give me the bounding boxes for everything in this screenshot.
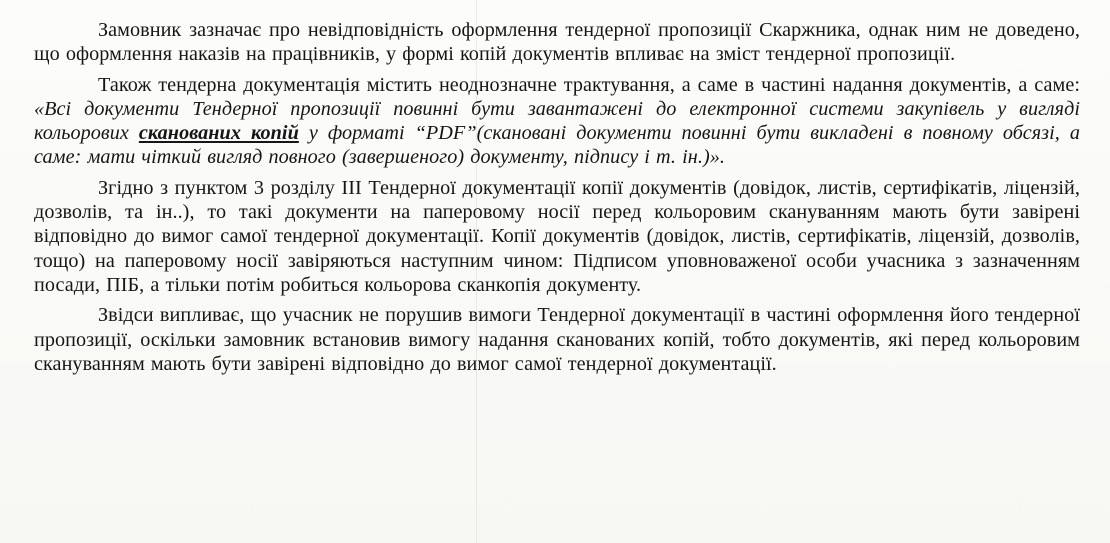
paragraph-4 (34, 303, 1080, 376)
paragraph-1 (34, 18, 1080, 67)
paragraph-2-quote (34, 98, 1080, 169)
paragraph-4-text: Звідси випливає, що учасник не порушив вимоги Тендерної документації в частині оформлення його тендерної пропозиції, оскільки замовник встановив вимогу надання сканованих копій, тобто документів, які перед кольоровим скануванням мають бути завірені відповідно до вимог самої тендерної документації. (34, 304, 1080, 375)
paragraph-2 (34, 73, 1080, 170)
paragraph-1-text: Замовник зазначає про невідповідність оформлення тендерної пропозиції Скаржника, однак ним не доведено, що оформлення наказів на працівників, у формі копій документів впливає на зміст тендерної пропозиції. (34, 19, 1080, 66)
paragraph-2-quote-end: у форматі “PDF”(скановані документи повинні бути викладені в повному обсязі, а саме: мати чіткий вигляд повного (завершеного) документу, підпису і т. ін.)». (34, 122, 1081, 169)
paragraph-2-prefix: Також тендерна документація містить неоднозначне трактування, а саме в частині надання документів, а саме: (98, 73, 1080, 96)
paragraph-2-quote-emphasis: сканованих копій (138, 122, 299, 145)
paragraph-2-quote-start: «Всі документи Тендерної пропозиції повинні бути завантажені до електронної системи закупівель у вигляді кольорових (34, 97, 1080, 145)
paragraph-3 (34, 176, 1080, 297)
scan-fold-line (476, 0, 477, 543)
paragraph-3-text: Згідно з пунктом 3 розділу ІІІ Тендерної документації копії документів (довідок, листів, сертифікатів, ліцензій, дозволів, та ін..), то такі документи на паперовому носії перед кольоровим скануванням мають бути завірені відповідно до вимог самої тендерної документації. Копії документів (довідок, листів, сертифікатів, ліцензій, дозволів, тощо) на паперовому носії завіряються наступним чином: Підписом уповноваженої особи учасника з зазначенням посади, ПІБ, а тільки потім робиться кольорова сканкопія документу. (34, 176, 1080, 296)
